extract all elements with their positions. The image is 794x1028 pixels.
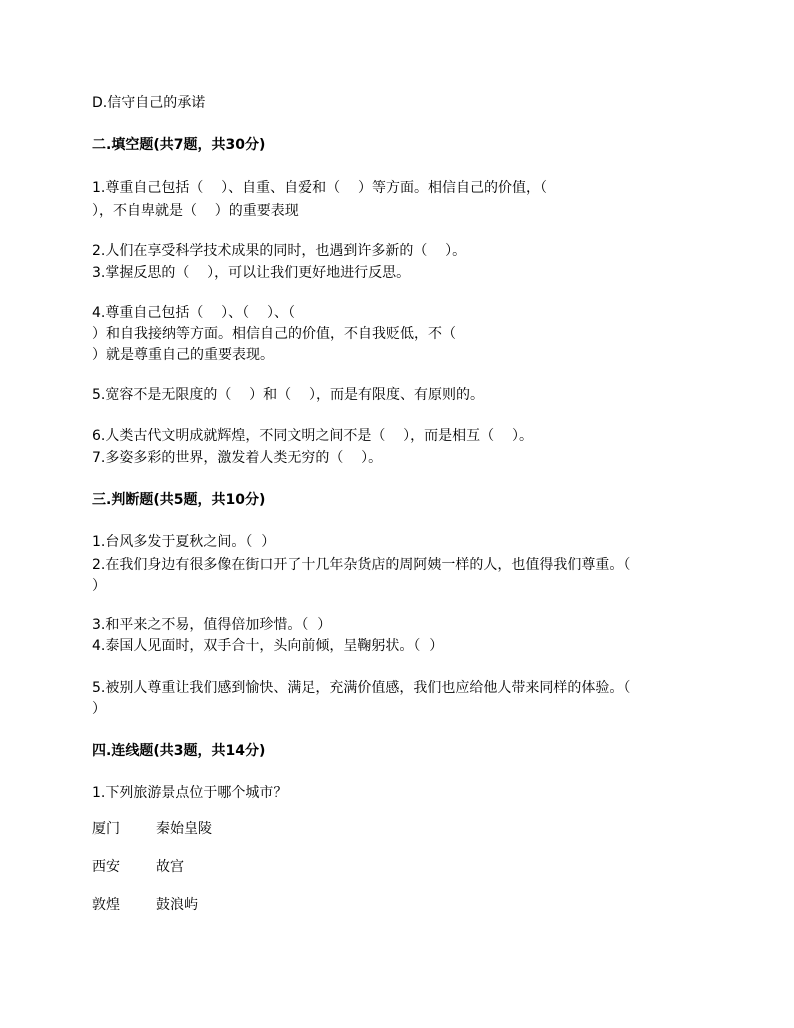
matching-site: 鼓浪屿: [156, 897, 198, 913]
fill-blank-q4-line3: ）就是尊重自己的重要表现。: [92, 347, 274, 363]
option-d: D.信守自己的承诺: [92, 95, 206, 111]
true-false-q2-line1: 2.在我们身边有很多像在街口开了十几年杂货店的周阿姨一样的人，也值得我们尊重。（: [92, 557, 631, 573]
matching-city: 西安: [92, 859, 120, 875]
fill-blank-q2: 2.人们在享受科学技术成果的同时，也遇到许多新的（ ）。: [92, 243, 467, 259]
matching-row: [92, 818, 212, 840]
fill-blank-q1-line2: ），不自卑就是（ ）的重要表现: [92, 203, 299, 219]
matching-site: 故宫: [156, 859, 184, 875]
matching-city: 敦煌: [92, 897, 120, 913]
fill-blank-q4-line2: ）和自我接纳等方面。相信自己的价值，不自我贬低，不（: [92, 326, 456, 342]
true-false-q5-line2: ）: [92, 701, 106, 717]
matching-city: 厦门: [92, 821, 120, 837]
fill-blank-q3: 3.掌握反思的（ ），可以让我们更好地进行反思。: [92, 265, 411, 281]
matching-row: [92, 856, 184, 878]
section-heading-true-false: 三.判断题(共5题，共10分): [92, 492, 266, 508]
fill-blank-q5: 5.宽容不是无限度的（ ）和（ ），而是有限度、有原则的。: [92, 387, 484, 403]
fill-blank-q6: 6.人类古代文明成就辉煌，不同文明之间不是（ ），而是相互（ ）。: [92, 428, 533, 444]
fill-blank-q7: 7.多姿多彩的世界，激发着人类无穷的（ ）。: [92, 450, 383, 466]
true-false-q3: 3.和平来之不易，值得倍加珍惜。（ ）: [92, 617, 332, 633]
matching-row: [92, 894, 198, 916]
true-false-q5-line1: 5.被别人尊重让我们感到愉快、满足，充满价值感，我们也应给他人带来同样的体验。（: [92, 680, 631, 696]
matching-site: 秦始皇陵: [156, 821, 212, 837]
true-false-q2-line2: ）: [92, 578, 106, 594]
true-false-q1: 1.台风多发于夏秋之间。（ ）: [92, 534, 276, 550]
matching-q1-prompt: 1.下列旅游景点位于哪个城市？: [92, 785, 288, 801]
section-heading-fill-blank: 二.填空题(共7题，共30分): [92, 137, 266, 153]
fill-blank-q1-line1: 1.尊重自己包括（ ）、自重、自爱和（ ）等方面。相信自己的价值，（: [92, 180, 547, 196]
section-heading-matching: 四.连线题(共3题，共14分): [92, 743, 266, 759]
true-false-q4: 4.泰国人见面时，双手合十，头向前倾，呈鞠躬状。（ ）: [92, 638, 444, 654]
fill-blank-q4-line1: 4.尊重自己包括（ ）、（ ）、（: [92, 305, 295, 321]
